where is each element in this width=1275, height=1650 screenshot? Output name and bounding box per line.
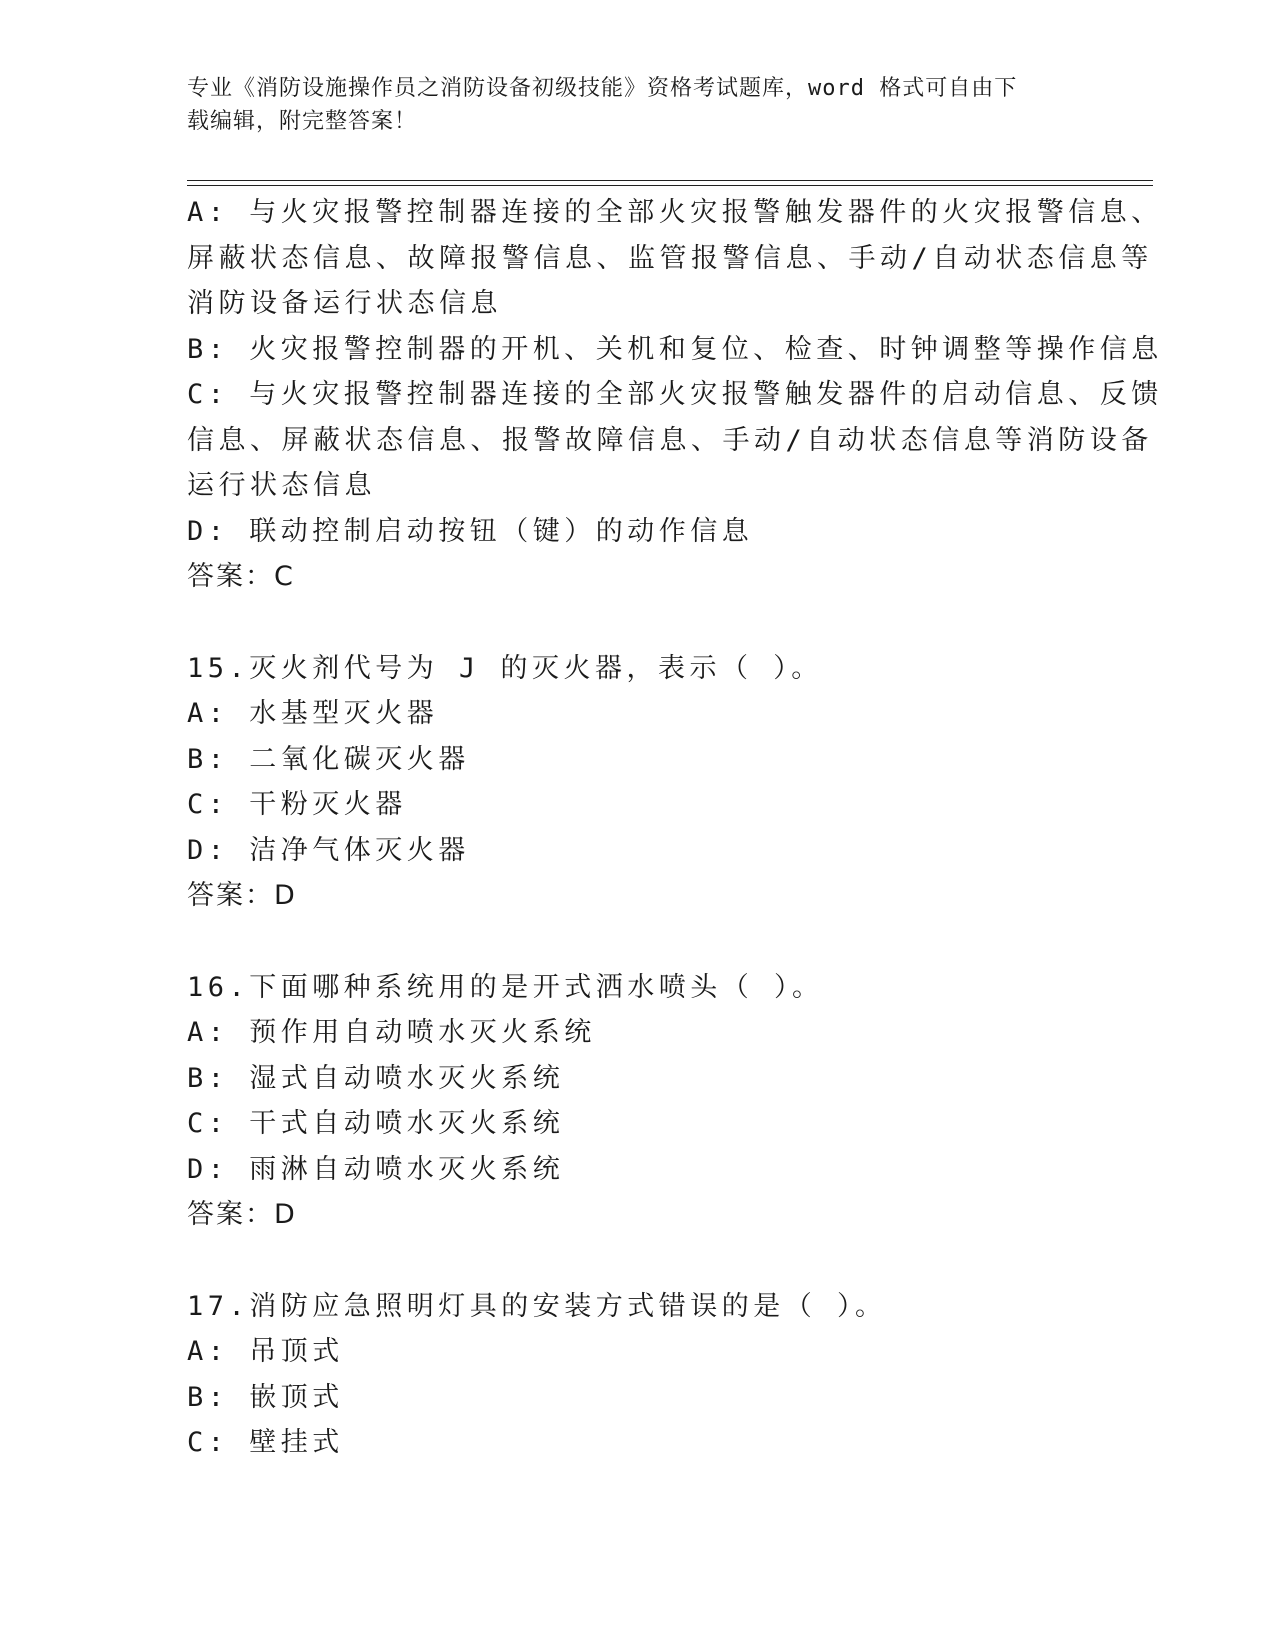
option-d: D: 联动控制启动按钮（键）的动作信息 [187, 515, 754, 547]
option-c: C: 干粉灭火器 [187, 789, 407, 820]
question-17-block [187, 1284, 1087, 1466]
spacer [187, 600, 1087, 646]
header-divider-bottom [187, 185, 1153, 186]
option-c-line-1: C: 与火灾报警控制器连接的全部火灾报警触发器件的启动信息、反馈 [187, 379, 1163, 410]
option-b: B: 嵌顶式 [187, 1381, 344, 1413]
option-d: D: 洁净气体灭火器 [187, 834, 470, 866]
answer-16: 答案：D [187, 1199, 297, 1230]
answer-15: 答案：D [187, 880, 297, 911]
spacer [187, 919, 1087, 965]
header-line-1: 专业《消防设施操作员之消防设备初级技能》资格考试题库，word 格式可自由下 [187, 76, 1018, 101]
header-line-2: 载编辑，附完整答案！ [187, 109, 418, 134]
question-16-text: 16.下面哪种系统用的是开式洒水喷头（ ）。 [187, 971, 824, 1003]
question-16-block [187, 965, 1087, 1238]
spacer [187, 1238, 1087, 1284]
option-c: C: 干式自动喷水灭火系统 [187, 1108, 565, 1139]
question-15-block [187, 646, 1087, 919]
option-a-line-2: 屏蔽状态信息、故障报警信息、监管报警信息、手动/自动状态信息等 [187, 242, 1153, 274]
option-b: B: 湿式自动喷水灭火系统 [187, 1062, 565, 1094]
option-d: D: 雨淋自动喷水灭火系统 [187, 1153, 565, 1185]
question-content [187, 190, 1163, 1466]
option-c-line-2: 信息、屏蔽状态信息、报警故障信息、手动/自动状态信息等消防设备 [187, 424, 1153, 456]
question-15-text: 15.灭火剂代号为 J 的灭火器，表示（ ）。 [187, 652, 823, 684]
option-c-line-3: 运行状态信息 [187, 470, 376, 501]
option-b: B: 二氧化碳灭火器 [187, 743, 470, 775]
option-a: A: 水基型灭火器 [187, 698, 439, 729]
question-14-block [187, 190, 1163, 600]
option-a-line-1: A: 与火灾报警控制器连接的全部火灾报警触发器件的火灾报警信息、 [187, 197, 1163, 228]
option-a: A: 预作用自动喷水灭火系统 [187, 1017, 596, 1048]
header-divider-top [187, 180, 1153, 181]
option-a: A: 吊顶式 [187, 1336, 344, 1367]
option-a-line-3: 消防设备运行状态信息 [187, 288, 502, 319]
document-header [187, 72, 1067, 138]
option-c: C: 壁挂式 [187, 1427, 344, 1458]
question-17-text: 17.消防应急照明灯具的安装方式错误的是（ ）。 [187, 1290, 887, 1322]
option-b: B: 火灾报警控制器的开机、关机和复位、检查、时钟调整等操作信息 [187, 333, 1163, 365]
answer-14: 答案：C [187, 561, 295, 592]
